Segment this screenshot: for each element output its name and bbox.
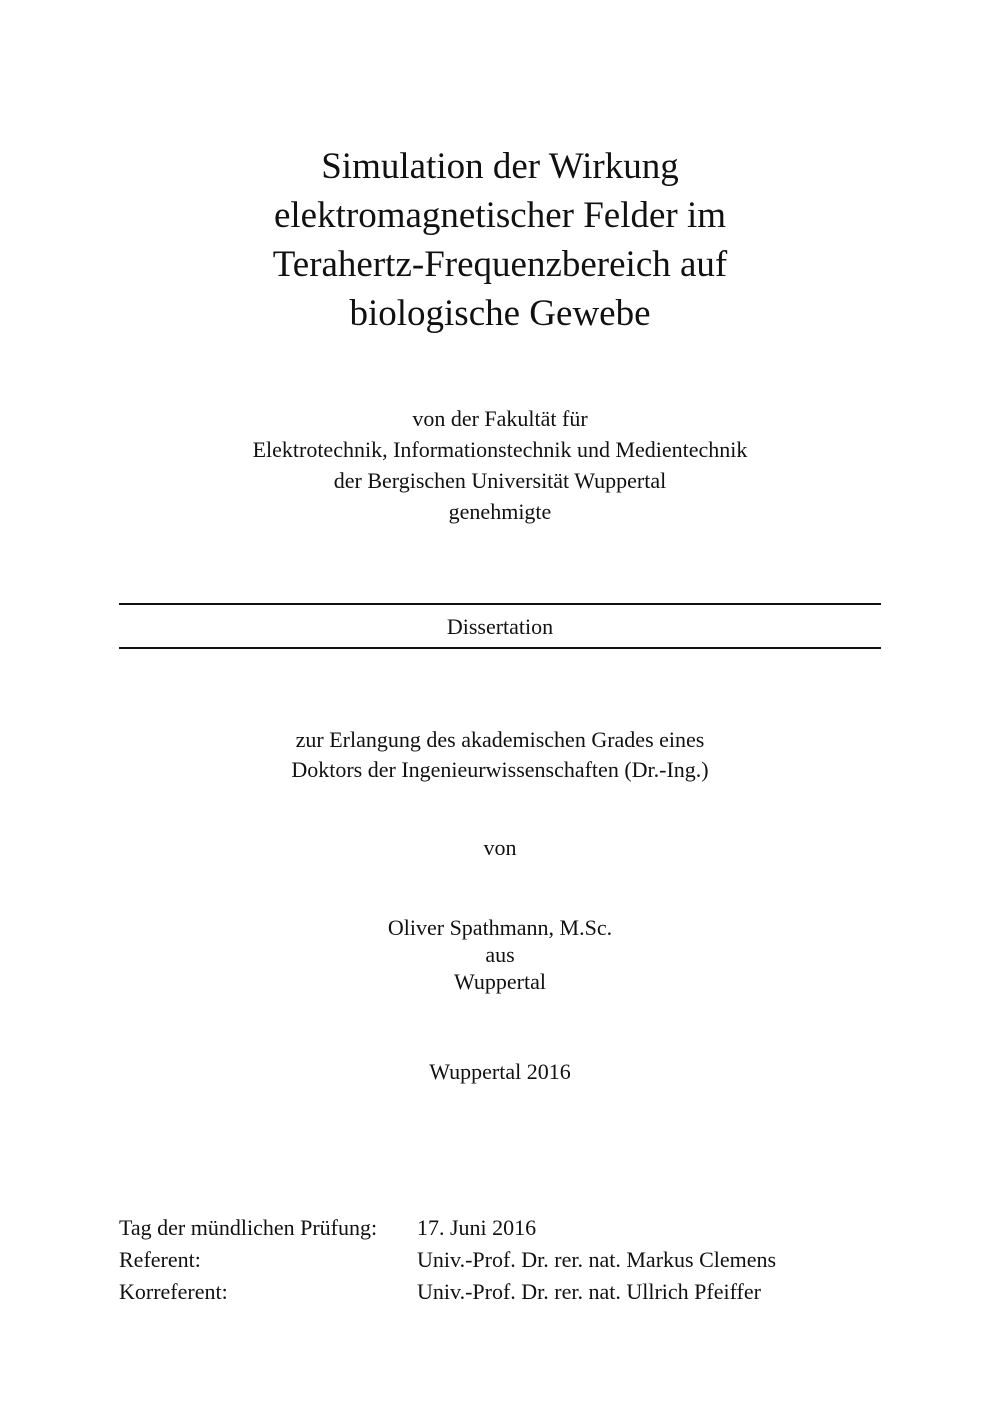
faculty-block	[0, 403, 1000, 527]
exam-label: Korreferent:	[119, 1279, 228, 1304]
title-line: elektromagnetischer Felder im	[273, 195, 727, 236]
divider-bottom	[119, 647, 881, 649]
faculty-line: der Bergischen Universität Wuppertal	[333, 468, 667, 493]
author-block	[0, 914, 1000, 995]
exam-value: Univ.-Prof. Dr. rer. nat. Markus Clemens	[417, 1247, 777, 1272]
divider-top	[119, 603, 881, 605]
faculty-line: genehmigte	[448, 499, 552, 524]
document-type: Dissertation	[446, 614, 554, 639]
exam-row-korreferent	[119, 1276, 776, 1308]
exam-row-referent	[119, 1244, 776, 1276]
exam-value: Univ.-Prof. Dr. rer. nat. Ullrich Pfeiffer	[417, 1279, 761, 1304]
place-year: Wuppertal 2016	[429, 1059, 571, 1084]
author-from: aus	[485, 942, 515, 967]
exam-value: 17. Juni 2016	[417, 1215, 537, 1240]
faculty-line: von der Fakultät für	[412, 406, 588, 431]
exam-label: Referent:	[119, 1247, 201, 1272]
title-line: biologische Gewebe	[349, 293, 651, 334]
exam-label: Tag der mündlichen Prüfung:	[119, 1215, 378, 1240]
degree-line: Doktors der Ingenieurwissenschaften (Dr.-Ing.)	[291, 757, 709, 782]
faculty-line: Elektrotechnik, Informationstechnik und Medientechnik	[252, 437, 748, 462]
author-name: Oliver Spathmann, M.Sc.	[387, 915, 613, 940]
degree-block	[0, 725, 1000, 785]
title-line: Terahertz-Frequenzbereich auf	[272, 244, 728, 285]
exam-row-date	[119, 1212, 776, 1244]
degree-line: zur Erlangung des akademischen Grades eines	[295, 727, 705, 752]
exam-details	[119, 1212, 776, 1308]
title-line: Simulation der Wirkung	[321, 146, 679, 187]
von-label: von	[483, 835, 517, 860]
thesis-title	[0, 142, 1000, 338]
author-hometown: Wuppertal	[454, 969, 546, 994]
